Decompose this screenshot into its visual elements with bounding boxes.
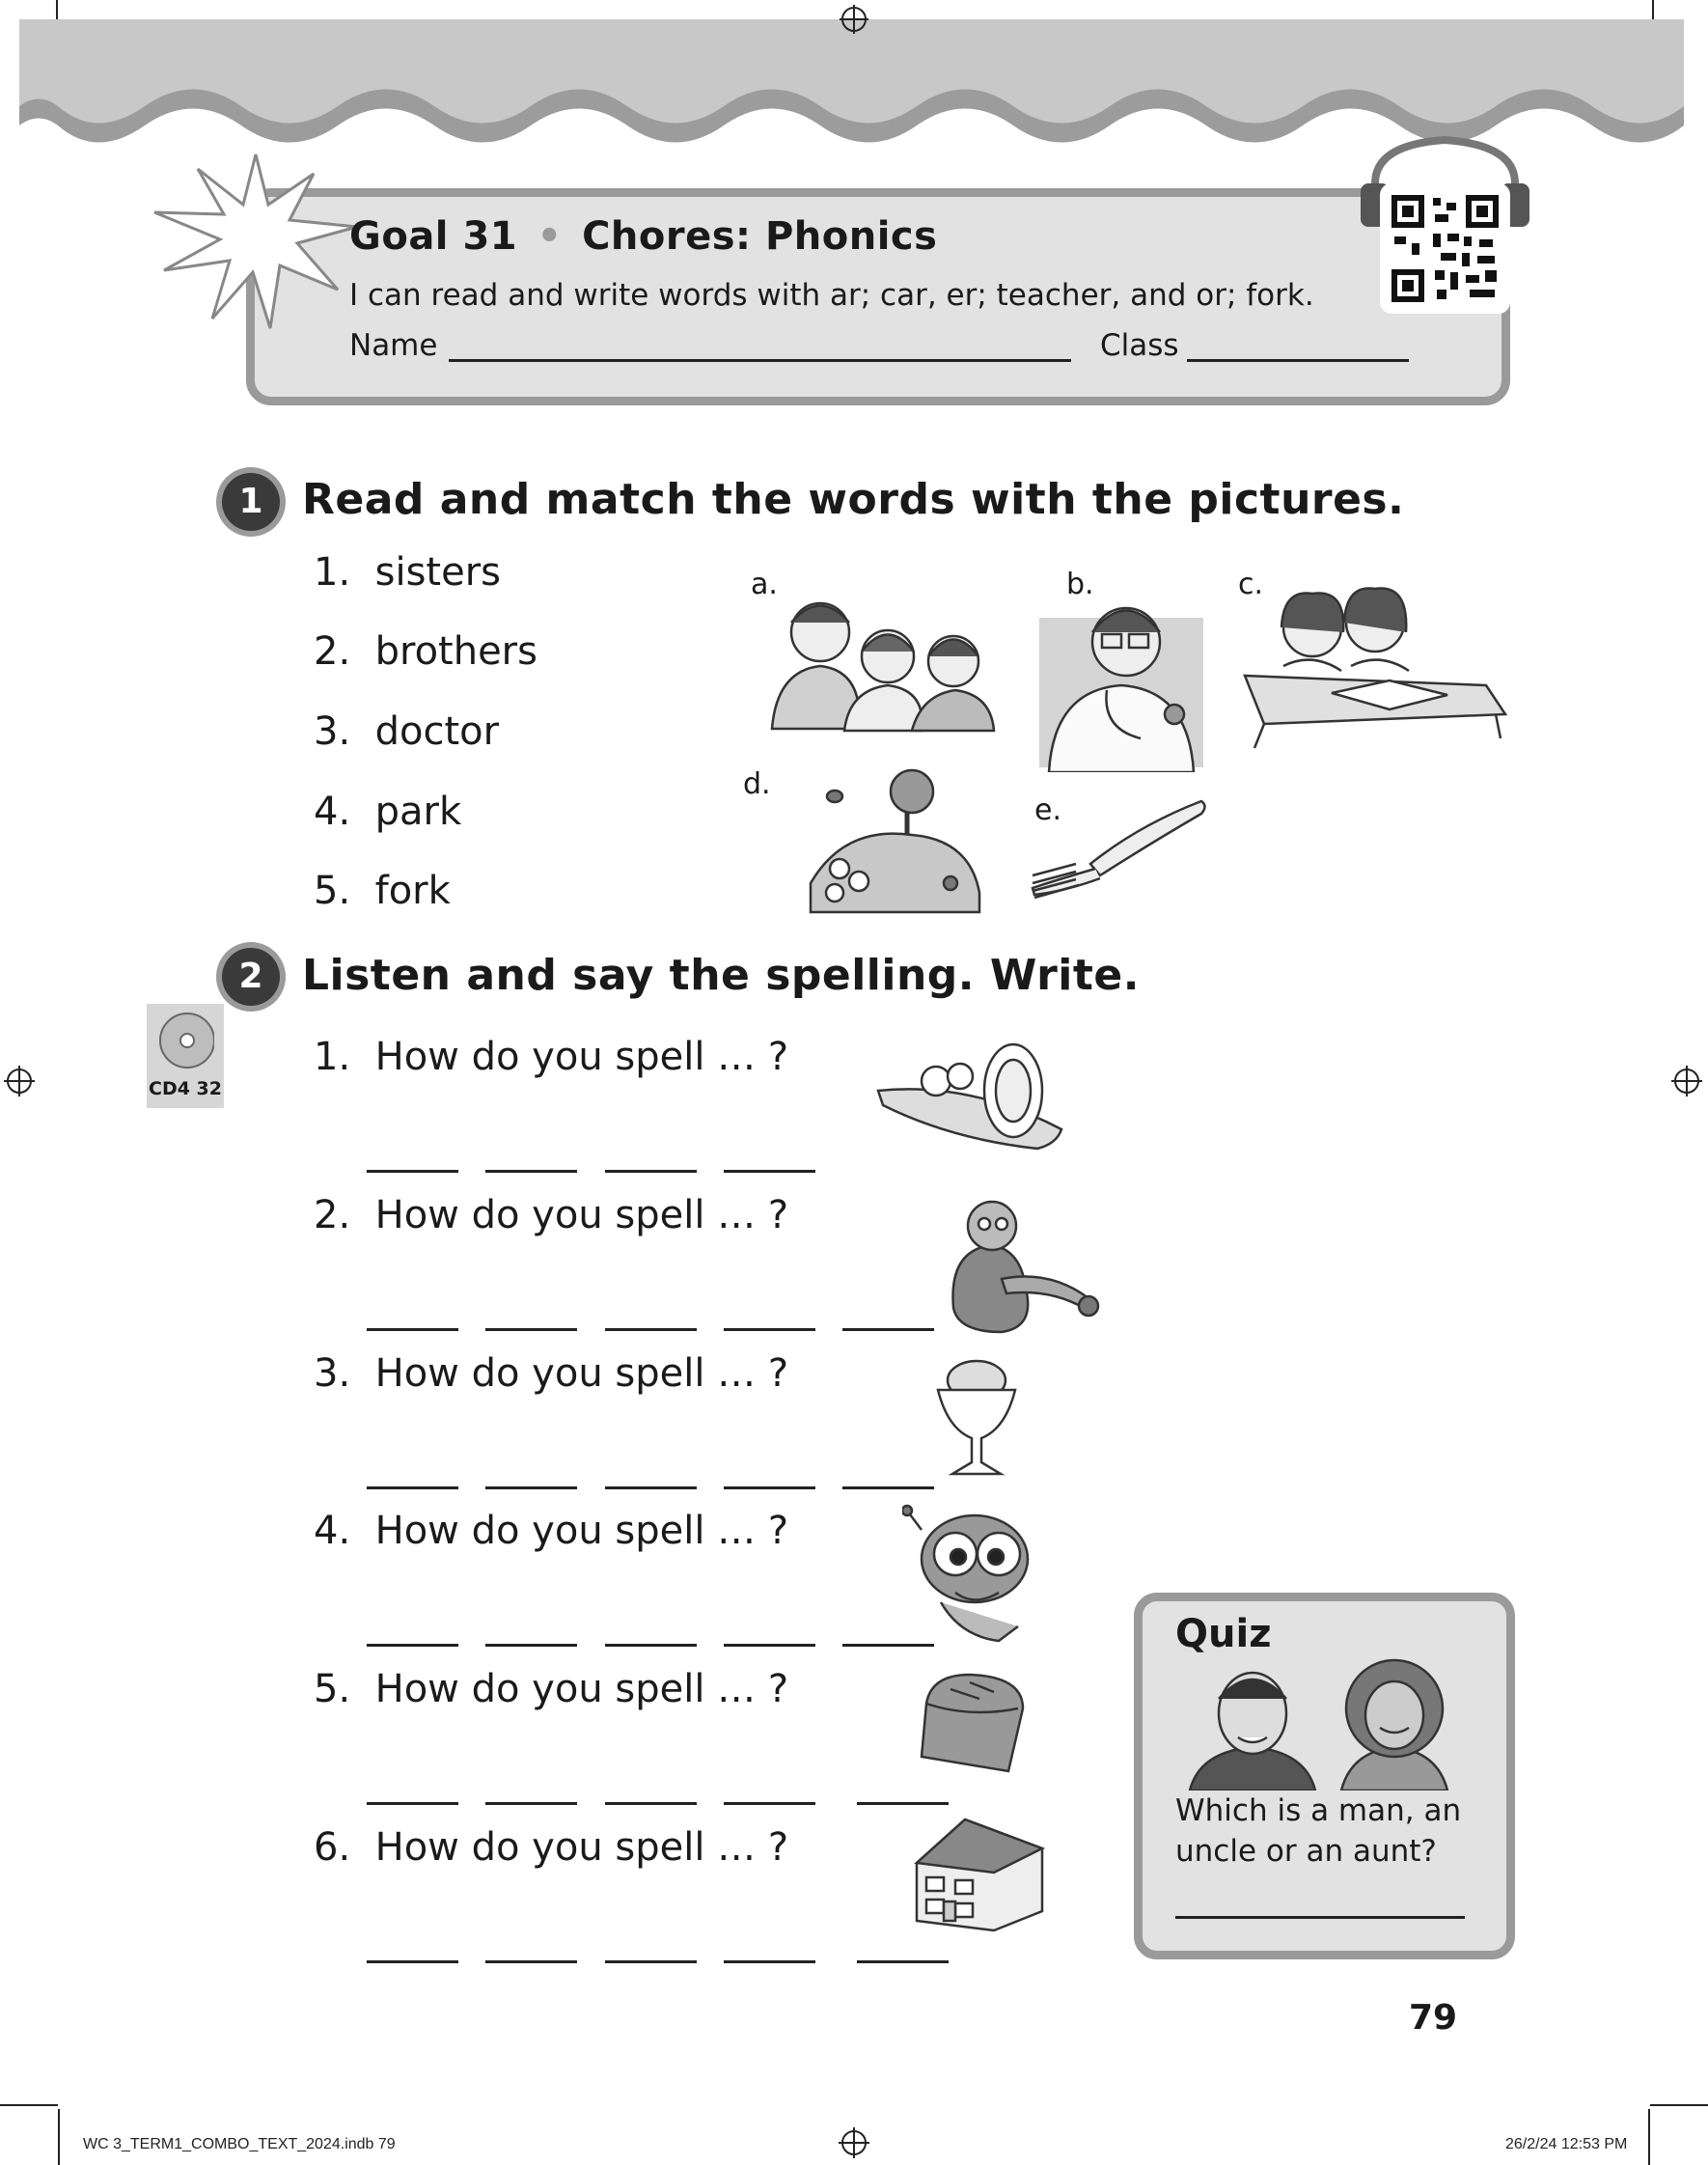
letter-blank[interactable] (367, 1485, 458, 1489)
goal-topic: Chores: Phonics (582, 214, 938, 259)
letter-blank[interactable] (842, 1326, 934, 1331)
quiz-answer-field[interactable] (1175, 1916, 1465, 1919)
class-field[interactable] (1187, 359, 1409, 362)
bread-icon (912, 1665, 1033, 1781)
cd-icon (158, 1012, 214, 1071)
crop-mark-bottom-left (0, 2104, 58, 2106)
goal-label: Goal 31 (349, 214, 518, 259)
name-label: Name (349, 328, 438, 363)
picture-label-e: e. (1034, 793, 1061, 827)
letter-blank[interactable] (367, 1642, 458, 1647)
letter-blank[interactable] (485, 1800, 577, 1805)
starburst-icon (145, 145, 367, 338)
letter-blank[interactable] (605, 1800, 697, 1805)
letter-blank[interactable] (605, 1168, 697, 1173)
letter-blank[interactable] (367, 1958, 458, 1963)
goal-objective: I can read and write words with ar; car, er; teacher, and or; fork. (349, 278, 1314, 313)
letter-blank[interactable] (857, 1958, 949, 1963)
letter-blank[interactable] (367, 1800, 458, 1805)
letter-blank[interactable] (485, 1642, 577, 1647)
letter-blank[interactable] (605, 1958, 697, 1963)
cd-track-label: CD4 32 (149, 1078, 222, 1099)
letter-blank[interactable] (857, 1800, 949, 1805)
match-item-3: 3. doctor (314, 709, 500, 754)
class-label: Class (1100, 328, 1179, 363)
brothers-icon (767, 584, 1004, 734)
qr-headphones-icon (1356, 125, 1534, 319)
letter-blank[interactable] (605, 1326, 697, 1331)
quiz-title: Quiz (1175, 1612, 1272, 1656)
activity-1-instruction: Read and match the words with the pictures. (302, 475, 1405, 524)
letter-blank[interactable] (367, 1326, 458, 1331)
spelling-question-3: 3. How do you spell … ? (314, 1351, 789, 1396)
doctor-icon (1034, 594, 1213, 772)
crop-mark-bottom-right (1650, 2104, 1708, 2106)
spelling-question-4: 4. How do you spell … ? (314, 1509, 789, 1553)
letter-blank[interactable] (842, 1485, 934, 1489)
alien-icon (902, 1501, 1047, 1646)
dishes-icon (873, 1038, 1066, 1163)
letter-blank[interactable] (724, 1326, 815, 1331)
robot-icon (944, 1192, 1108, 1337)
house-icon (912, 1815, 1047, 1935)
picture-label-c: c. (1238, 568, 1264, 601)
spelling-question-5: 5. How do you spell … ? (314, 1667, 789, 1711)
quiz-question: Which is a man, an uncle or an aunt? (1175, 1793, 1462, 1869)
footer-filename: WC 3_TERM1_COMBO_TEXT_2024.indb 79 (83, 2136, 396, 2152)
footer-date: 26/2/24 12:53 PM (1505, 2136, 1628, 2152)
goal-title (349, 214, 937, 259)
crop-mark-top-left (56, 0, 58, 19)
fork-icon (1023, 787, 1216, 902)
spelling-question-6: 6. How do you spell … ? (314, 1825, 789, 1870)
crop-mark-bottom-left-vertical (58, 2109, 60, 2165)
activity-1-number: 1 (222, 473, 280, 531)
page-number: 79 (1409, 1998, 1458, 2038)
crop-mark-bottom-right-vertical (1648, 2109, 1650, 2165)
registration-mark-right-icon (1667, 1062, 1706, 1100)
aunt-portrait-icon (1327, 1655, 1462, 1790)
letter-blank[interactable] (367, 1168, 458, 1173)
spelling-question-1: 1. How do you spell … ? (314, 1035, 789, 1079)
activity-2-instruction: Listen and say the spelling. Write. (302, 951, 1140, 1000)
registration-mark-left-icon (0, 1062, 39, 1100)
registration-mark-bottom-icon (835, 2123, 873, 2162)
activity-2-number: 2 (222, 948, 280, 1006)
letter-blank[interactable] (724, 1800, 815, 1805)
man-portrait-icon (1185, 1665, 1320, 1790)
letter-blank[interactable] (485, 1958, 577, 1963)
spelling-question-2: 2. How do you spell … ? (314, 1193, 789, 1237)
picture-label-a: a. (751, 568, 778, 601)
letter-blank[interactable] (605, 1642, 697, 1647)
name-field[interactable] (449, 359, 1071, 362)
letter-blank[interactable] (485, 1485, 577, 1489)
match-item-4: 4. park (314, 790, 462, 834)
picture-label-b: b. (1066, 568, 1094, 601)
letter-blank[interactable] (605, 1485, 697, 1489)
sundae-icon (928, 1356, 1030, 1482)
crop-mark-top-right (1652, 0, 1654, 19)
letter-blank[interactable] (724, 1485, 815, 1489)
picture-label-d: d. (743, 767, 771, 801)
match-item-1: 1. sisters (314, 550, 501, 595)
letter-blank[interactable] (485, 1326, 577, 1331)
letter-blank[interactable] (724, 1168, 815, 1173)
letter-blank[interactable] (724, 1642, 815, 1647)
match-item-2: 2. brothers (314, 629, 537, 674)
sisters-icon (1235, 579, 1515, 753)
letter-blank[interactable] (724, 1958, 815, 1963)
letter-blank[interactable] (485, 1168, 577, 1173)
park-icon (806, 767, 984, 917)
goal-separator: • (537, 214, 563, 259)
match-item-5: 5. fork (314, 869, 451, 913)
